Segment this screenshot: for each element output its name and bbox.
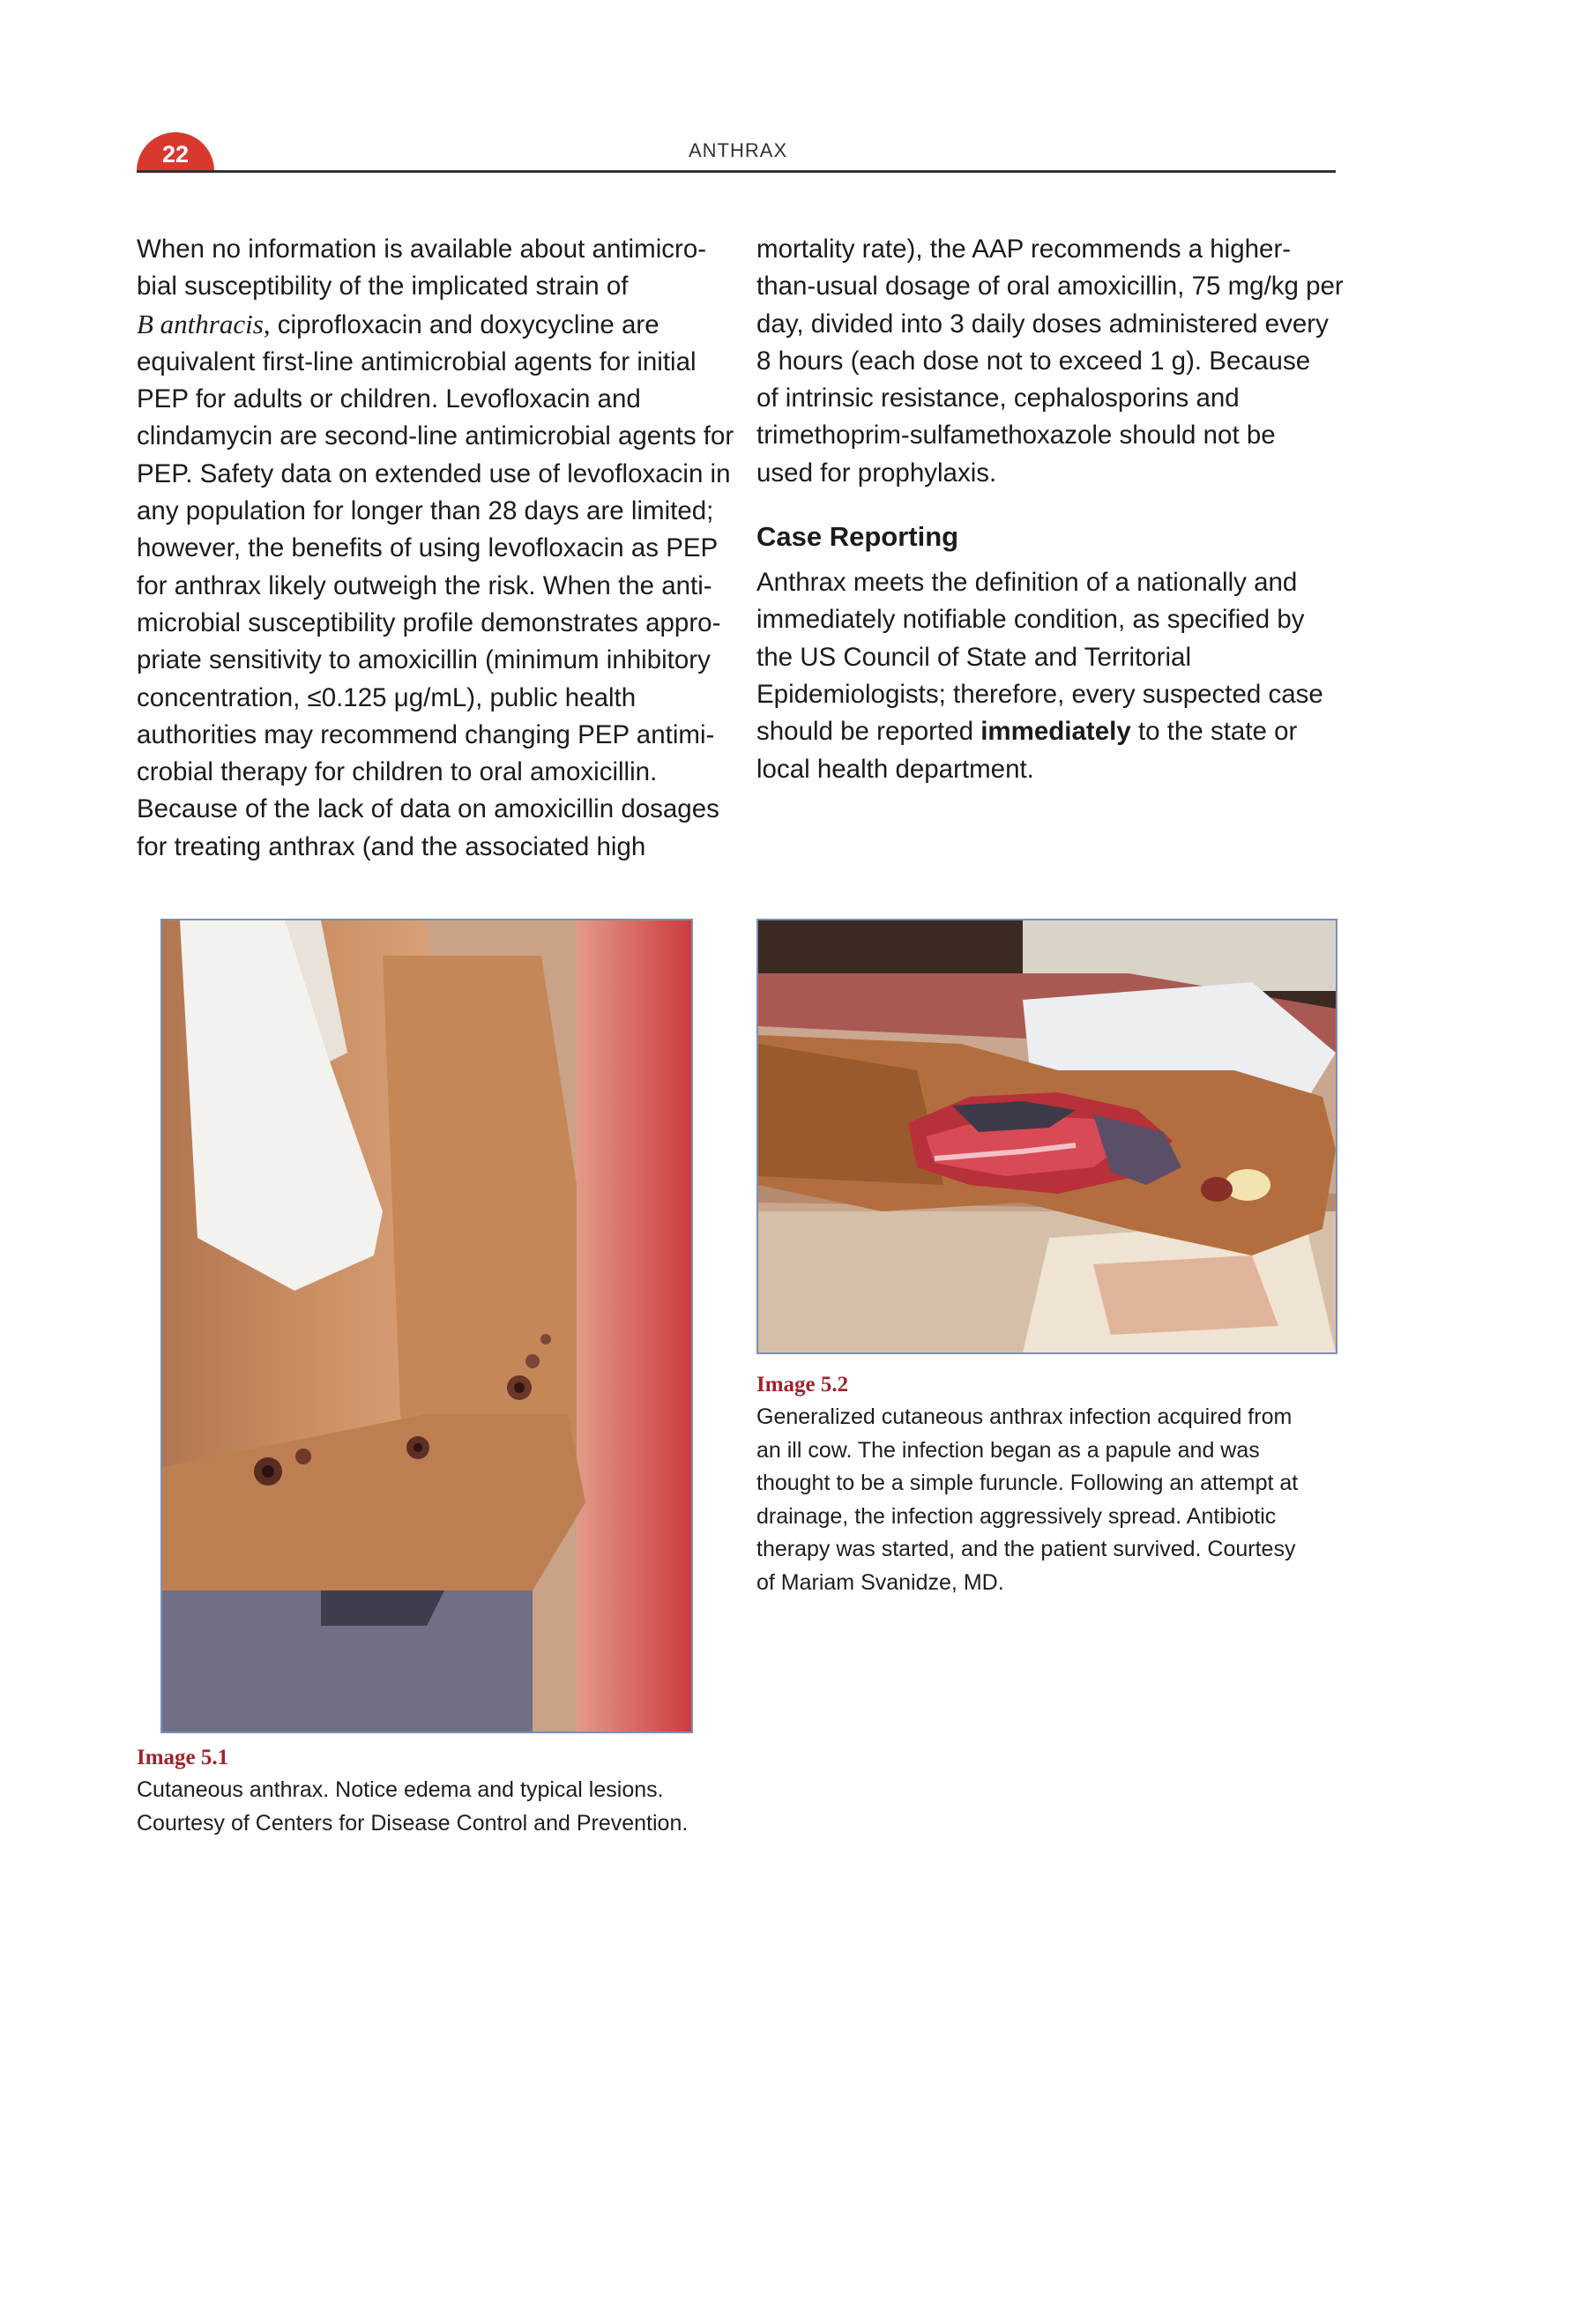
body-line: any population for longer than 28 days are limited; <box>137 496 714 526</box>
body-line: microbial susceptibility profile demonstrates appro- <box>137 607 721 637</box>
body-line: of intrinsic resistance, cephalosporins and <box>756 384 1240 413</box>
emphasis-immediately: immediately <box>980 717 1131 747</box>
body-line: PEP. Safety data on extended use of levofloxacin in <box>137 458 731 488</box>
body-line: bial susceptibility of the implicated strain of <box>137 272 629 302</box>
body-line: clindamycin are second-line antimicrobial agents for <box>137 421 734 451</box>
caption-line: Generalized cutaneous anthrax infection acquired from <box>756 1404 1293 1429</box>
caption-line: drainage, the infection aggressively spread. Antibiotic <box>756 1503 1277 1529</box>
caption-line: Courtesy of Centers for Disease Control and Prevention. <box>137 1810 689 1836</box>
body-line: for anthrax likely outweigh the risk. When the anti- <box>137 570 712 600</box>
body-line: local health department. <box>756 754 1034 784</box>
image-5-2-photo <box>756 919 1337 1354</box>
caption-line: therapy was started, and the patient survived. Courtesy <box>756 1537 1296 1561</box>
body-line: immediately notifiable condition, as specified by <box>756 605 1305 635</box>
image-5-1-photo <box>160 919 693 1733</box>
arm-lesions-illustration <box>162 920 691 1732</box>
body-line: When no information is available about antimicro- <box>137 235 707 264</box>
body-line: authorities may recommend changing PEP antimi- <box>137 719 715 749</box>
body-line: for treating anthrax (and the associated high <box>137 831 646 861</box>
caption-line: thought to be a simple furuncle. Following an attempt at <box>756 1471 1299 1495</box>
body-line: equivalent first-line antimicrobial agents for initial <box>137 346 697 376</box>
running-title: ANTHRAX <box>689 139 788 161</box>
body-line: than-usual dosage of oral amoxicillin, 75 mg/kg per <box>756 272 1344 302</box>
body-line: trimethoprim-sulfamethoxazole should not be <box>756 421 1276 451</box>
organism-name: B anthracis, <box>137 308 271 339</box>
running-header <box>137 132 1336 173</box>
body-line: B anthracis, ciprofloxacin and doxycycline are <box>137 308 659 339</box>
body-line: however, the benefits of using levofloxacin as PEP <box>137 533 719 563</box>
body-line: crobial therapy for children to oral amoxicillin. <box>137 757 658 787</box>
caption-line: an ill cow. The infection began as a papule and was <box>756 1437 1260 1463</box>
page-number-badge: 22 <box>137 132 214 171</box>
body-line: day, divided into 3 daily doses administered every <box>756 309 1329 339</box>
image-5-2-caption <box>756 1369 1338 1599</box>
body-line: Epidemiologists; therefore, every suspected case <box>756 679 1323 709</box>
body-line: the US Council of State and Territorial <box>756 642 1192 672</box>
body-line: should be reported immediately to the state or <box>756 717 1298 747</box>
header-rule <box>137 170 1336 173</box>
right-column <box>756 231 1347 788</box>
arm-wound-illustration <box>758 920 1336 1352</box>
section-heading-case-reporting: Case Reporting <box>756 521 959 553</box>
body-line: priate sensitivity to amoxicillin (minimum inhibitory <box>137 645 711 675</box>
body-line: PEP for adults or children. Levofloxacin and <box>137 384 641 414</box>
image-5-2-label: Image 5.2 <box>756 1373 849 1397</box>
body-line: used for prophylaxis. <box>756 458 997 488</box>
body-line: Because of the lack of data on amoxicillin dosages <box>137 794 719 824</box>
body-line: Anthrax meets the definition of a nationally and <box>756 568 1298 598</box>
body-line: concentration, ≤0.125 μg/mL), public health <box>137 682 637 712</box>
caption-line: Cutaneous anthrax. Notice edema and typical lesions. <box>137 1777 664 1802</box>
image-5-1-caption <box>137 1742 719 1840</box>
image-5-1-label: Image 5.1 <box>137 1746 229 1769</box>
left-column <box>137 231 734 866</box>
body-line: mortality rate), the AAP recommends a higher- <box>756 235 1292 264</box>
caption-line: of Mariam Svanidze, MD. <box>756 1569 1004 1595</box>
body-line: 8 hours (each dose not to exceed 1 g). Because <box>756 346 1311 376</box>
